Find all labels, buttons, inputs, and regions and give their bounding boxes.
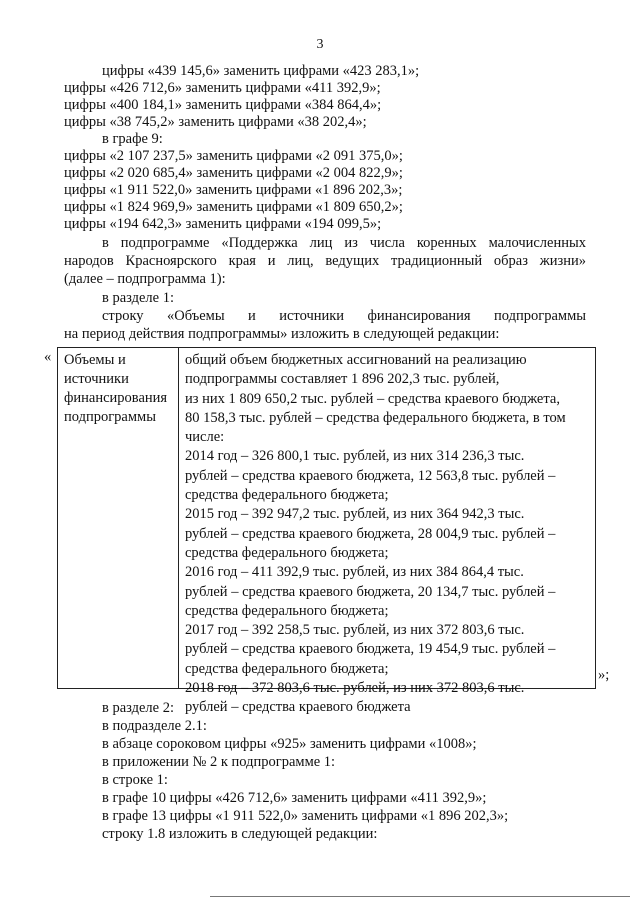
cell-line: рублей – средства краевого бюджета, 20 134,7 тыс. рублей –	[185, 583, 556, 600]
table-right-cell	[185, 351, 593, 718]
cell-line: рублей – средства краевого бюджета, 12 563,8 тыс. рублей –	[185, 467, 556, 484]
text-line: цифры «2 107 237,5» заменить цифрами «2 091 375,0»;	[64, 148, 403, 164]
cell-line: финансирования	[64, 390, 168, 406]
text-line: в разделе 2:	[102, 700, 175, 716]
page-number: 3	[316, 37, 324, 52]
text-line: цифры «194 642,3» заменить цифрами «194 099,5»;	[64, 216, 382, 232]
cell-line: 2015 год – 392 947,2 тыс. рублей, из них 364 942,3 тыс.	[185, 506, 525, 523]
cell-line: числе:	[185, 429, 225, 446]
text-line: в графе 10 цифры «426 712,6» заменить цифрами «411 392,9»;	[102, 790, 487, 806]
text-line: в подпрограмме «Поддержка лиц из числа коренных малочисленных	[102, 235, 586, 251]
table-divider	[178, 348, 179, 688]
text-line: в графе 13 цифры «1 911 522,0» заменить цифрами «1 896 202,3»;	[102, 808, 509, 824]
table-left-cell	[64, 351, 176, 427]
cell-line: 2014 год – 326 800,1 тыс. рублей, из них 314 236,3 тыс.	[185, 448, 525, 465]
cell-line: рублей – средства краевого бюджета, 19 454,9 тыс. рублей –	[185, 641, 556, 658]
text-line: цифры «38 745,2» заменить цифрами «38 202,4»;	[64, 114, 367, 130]
text-line: в строке 1:	[102, 772, 168, 788]
cell-line: подпрограммы составляет 1 896 202,3 тыс. рублей,	[185, 371, 500, 388]
text-line: в разделе 1:	[102, 290, 175, 306]
text-line: цифры «439 145,6» заменить цифрами «423 283,1»;	[102, 63, 420, 79]
text-line: в подразделе 2.1:	[102, 718, 207, 734]
text-line: цифры «1 911 522,0» заменить цифрами «1 896 202,3»;	[64, 182, 403, 198]
cell-line: рублей – средства краевого бюджета	[185, 699, 411, 716]
text-line: на период действия подпрограммы» изложить в следующей редакции:	[64, 326, 500, 342]
text-line: цифры «2 020 685,4» заменить цифрами «2 004 822,9»;	[64, 165, 403, 181]
bottom-edge-rule	[210, 896, 630, 897]
cell-line: 2018 год – 372 803,6 тыс. рублей, из них 372 803,6 тыс.	[185, 680, 525, 697]
text-line: народов Красноярского края и лиц, ведущих традиционный образ жизни»	[64, 253, 586, 269]
text-line: строку «Объемы и источники финансирования подпрограммы	[102, 308, 586, 324]
text-line: в приложении № 2 к подпрограмме 1:	[102, 754, 336, 770]
cell-line: из них 1 809 650,2 тыс. рублей – средства краевого бюджета,	[185, 390, 560, 407]
open-quote: «	[44, 349, 52, 365]
text-line: (далее – подпрограмма 1):	[64, 271, 226, 287]
cell-line: рублей – средства краевого бюджета, 28 004,9 тыс. рублей –	[185, 525, 556, 542]
close-quote: »;	[598, 667, 610, 683]
text-line: цифры «1 824 969,9» заменить цифрами «1 809 650,2»;	[64, 199, 403, 215]
text-line: цифры «400 184,1» заменить цифрами «384 864,4»;	[64, 97, 382, 113]
text-line: в графе 9:	[102, 131, 163, 147]
cell-line: средства федерального бюджета;	[185, 487, 389, 504]
cell-line: средства федерального бюджета;	[185, 660, 389, 677]
text-line: в абзаце сороковом цифры «925» заменить цифрами «1008»;	[102, 736, 477, 752]
cell-line: средства федерального бюджета;	[185, 544, 389, 561]
cell-line: источники	[64, 371, 129, 387]
text-line: цифры «426 712,6» заменить цифрами «411 392,9»;	[64, 80, 381, 96]
cell-line: Объемы и	[64, 352, 126, 368]
cell-line: 2017 год – 392 258,5 тыс. рублей, из них 372 803,6 тыс.	[185, 622, 525, 639]
cell-line: 2016 год – 411 392,9 тыс. рублей, из них 384 864,4 тыс.	[185, 564, 524, 581]
text-line: строку 1.8 изложить в следующей редакции:	[102, 826, 378, 842]
cell-line: подпрограммы	[64, 409, 156, 425]
cell-line: средства федерального бюджета;	[185, 602, 389, 619]
cell-line: 80 158,3 тыс. рублей – средства федерального бюджета, в том	[185, 409, 566, 426]
cell-line: общий объем бюджетных ассигнований на реализацию	[185, 352, 527, 368]
